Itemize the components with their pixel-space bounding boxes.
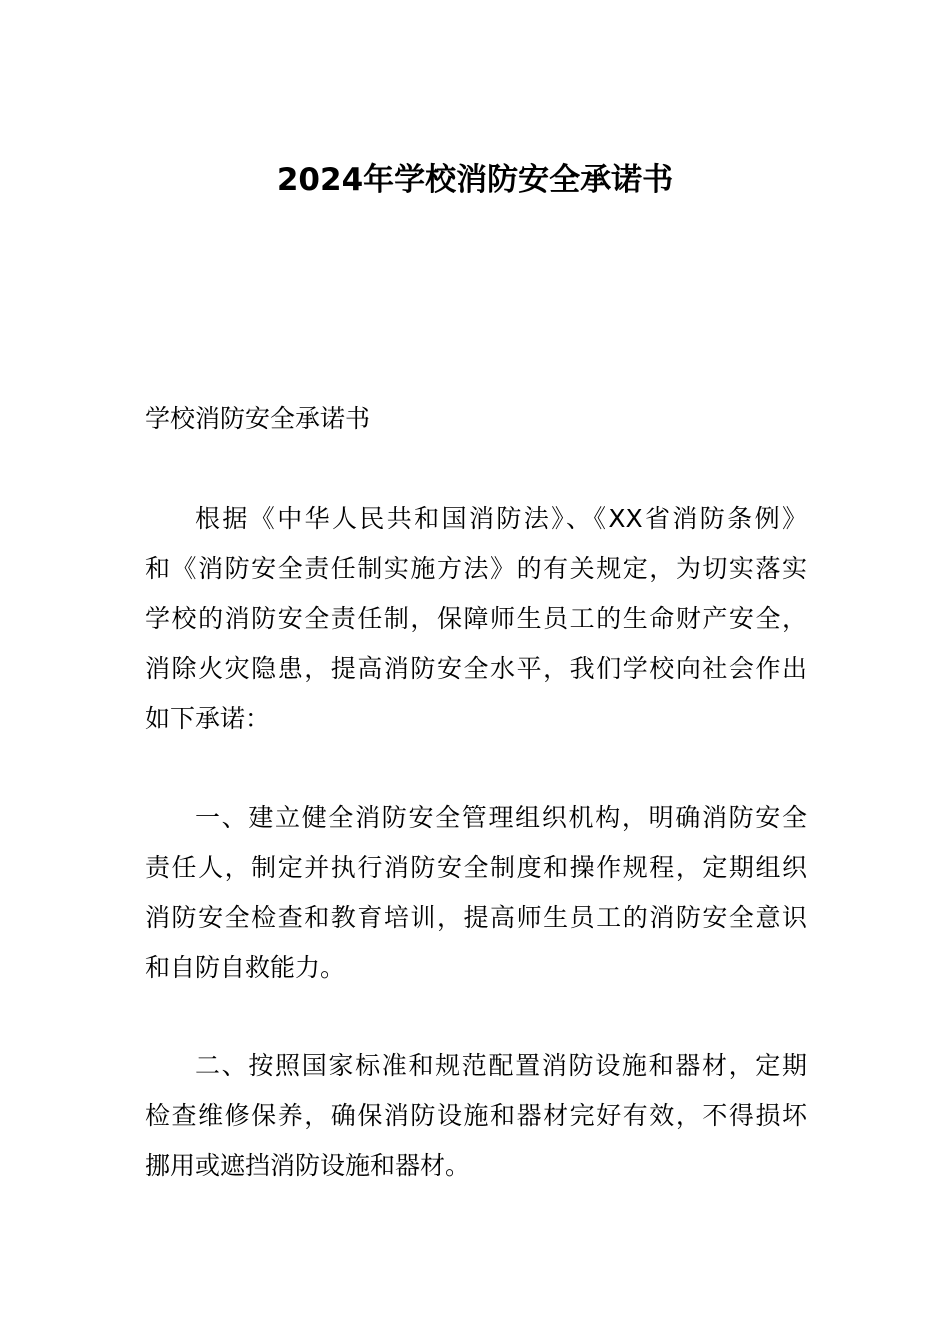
paragraph-line: 消除火灾隐患，提高消防安全水平，我们学校向社会作出 xyxy=(145,654,807,683)
document-title: 2024年学校消防安全承诺书 xyxy=(276,162,674,198)
document-subtitle: 学校消防安全承诺书 xyxy=(145,404,371,433)
paragraph-line: 根据《中华人民共和国消防法》、《XX省消防条例》 xyxy=(195,504,807,533)
paragraph-line: 和《消防安全责任制实施方法》的有关规定，为切实落实 xyxy=(145,554,807,583)
paragraph-line: 责任人，制定并执行消防安全制度和操作规程，定期组织 xyxy=(145,853,807,882)
paragraph-line: 检查维修保养，确保消防设施和器材完好有效，不得损坏 xyxy=(145,1101,807,1130)
paragraph-line: 学校的消防安全责任制，保障师生员工的生命财产安全， xyxy=(145,604,807,633)
commitment-item-2 xyxy=(145,1041,807,1191)
paragraph-line: 和自防自救能力。 xyxy=(145,953,346,982)
paragraph-line: 一、建立健全消防安全管理组织机构，明确消防安全 xyxy=(195,803,807,832)
paragraph-line: 二、按照国家标准和规范配置消防设施和器材，定期 xyxy=(195,1051,807,1080)
paragraph-line: 挪用或遮挡消防设施和器材。 xyxy=(145,1151,471,1180)
commitment-item-1 xyxy=(145,793,807,993)
paragraph-line: 消防安全检查和教育培训，提高师生员工的消防安全意识 xyxy=(145,903,807,932)
intro-paragraph xyxy=(145,494,807,744)
paragraph-line: 如下承诺： xyxy=(145,704,271,733)
